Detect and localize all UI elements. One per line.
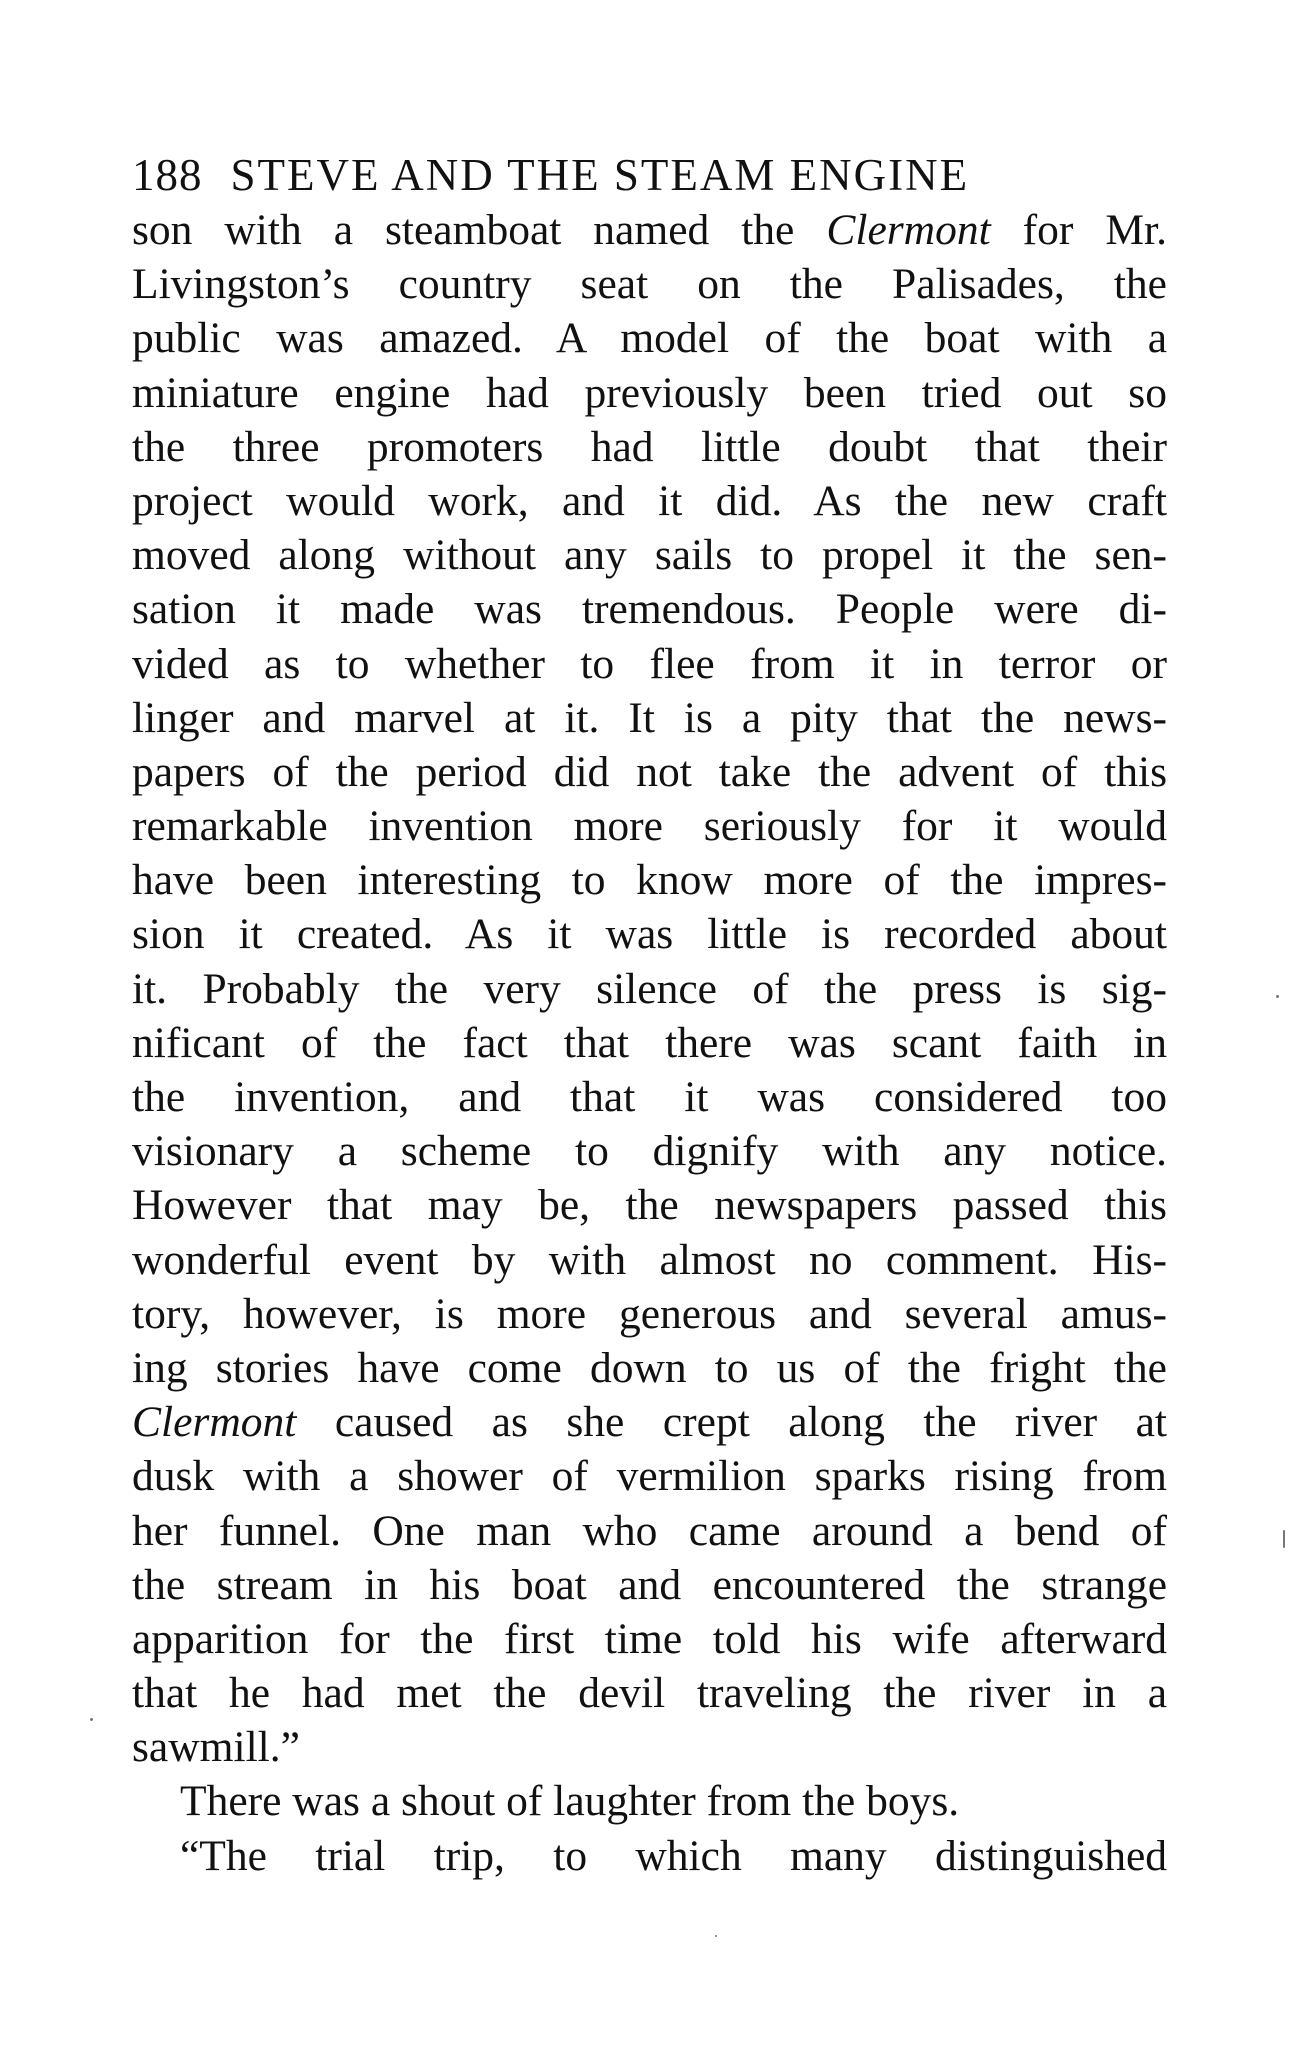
text-line: apparition for the first time told his wife afterward [132,1614,1167,1663]
text-line: that he had met the devil traveling the river in a [132,1669,1167,1718]
book-page [132,145,1167,1883]
text-line: vided as to whether to flee from it in terror or [132,639,1167,688]
text-line: dusk with a shower of vermilion sparks rising from [132,1452,1167,1501]
text-line: nificant of the fact that there was scant faith in [132,1018,1167,1067]
text-line: remarkable invention more seriously for it would [132,802,1167,851]
text-line: her funnel. One man who came around a bend of [132,1506,1167,1555]
text-line: tory, however, is more generous and several amus- [132,1289,1167,1338]
text-line: sation it made was tremendous. People were di- [132,585,1167,634]
ship-name: Clermont [132,1398,297,1447]
text-line: son with a steamboat named the Clermont for Mr. [132,206,1167,254]
text-line: it. Probably the very silence of the press is sig- [132,964,1167,1013]
text-line: the three promoters had little doubt that their [132,422,1167,471]
text-line: ing stories have come down to us of the fright the [132,1343,1167,1392]
text-line: project would work, and it did. As the new craft [132,476,1167,525]
text-line: miniature engine had previously been tried out so [132,368,1167,417]
text-line: papers of the period did not take the advent of this [132,747,1167,796]
text-line: visionary a scheme to dignify with any notice. [132,1127,1167,1176]
scan-speck [1276,995,1279,998]
text-line: public was amazed. A model of the boat with a [132,314,1167,363]
text-line: Clermont caused as she crept along the river at [132,1398,1167,1447]
text-line: sion it created. As it was little is recorded about [132,910,1167,959]
scan-speck [90,1718,93,1721]
ship-name: Clermont [826,206,991,254]
scan-speck [715,1935,717,1937]
text-line: the invention, and that it was considered too [132,1073,1167,1121]
text-line: wonderful event by with almost no comment. His- [132,1235,1167,1284]
text-line: have been interesting to know more of the impres- [132,856,1167,905]
text-line: There was a shout of laughter from the boys. [180,1777,960,1826]
text-line: sawmill.” [132,1723,300,1772]
text-line: the stream in his boat and encountered the strange [132,1560,1167,1609]
text-line: However that may be, the newspapers passed this [132,1181,1167,1230]
scan-speck [1283,1530,1285,1548]
running-head [132,145,1167,205]
body-text [132,203,1167,1883]
page-number: 188 [132,150,203,200]
text-line: Livingston’s country seat on the Palisades, the [132,260,1167,309]
book-title: STEVE AND THE STEAM ENGINE [230,150,970,200]
text-line: “The trial trip, to which many distinguished [180,1831,1167,1880]
text-line: moved along without any sails to propel it the sen- [132,531,1167,580]
text-line: linger and marvel at it. It is a pity that the news- [132,693,1167,742]
